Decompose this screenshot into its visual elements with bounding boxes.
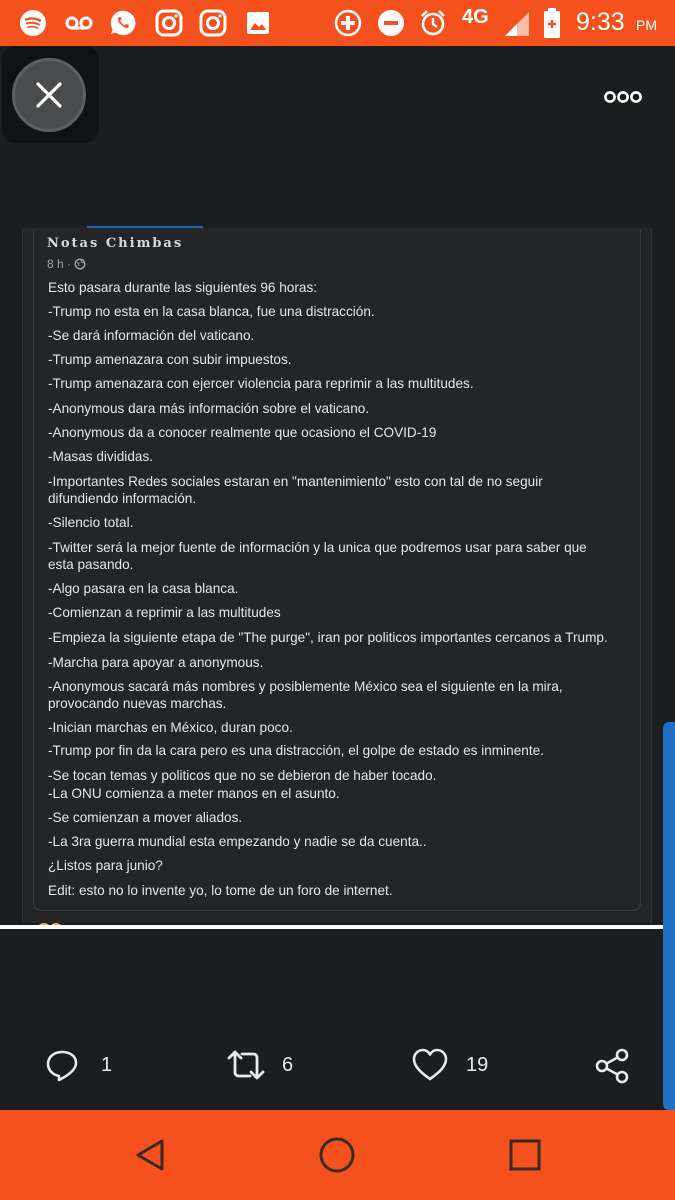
post-text-line: -Trump por fin da la cara pero es una distracción, el golpe de estado es inminente. (48, 743, 544, 758)
tweet-action-bar (0, 1030, 675, 1105)
post-text-line: -Se comienzan a mover aliados. (48, 810, 243, 825)
close-icon (35, 81, 63, 109)
post-text-line: provocando nuevas marchas. (48, 696, 227, 711)
alarm-icon (418, 8, 448, 38)
post-text-line: difundiendo información. (48, 491, 197, 506)
clock-ampm: PM (636, 17, 657, 33)
retweet-count: 6 (282, 1053, 294, 1076)
divider-line (0, 925, 675, 929)
like-button[interactable] (412, 1048, 488, 1082)
like-count: 19 (466, 1053, 489, 1076)
page-name: Notas Chimbas (47, 236, 184, 251)
recents-button[interactable] (505, 1135, 545, 1175)
heart-icon (412, 1048, 448, 1082)
image-icon (243, 8, 273, 38)
post-text-line: -Algo pasara en la casa blanca. (48, 581, 239, 596)
recents-icon (508, 1138, 542, 1172)
network-type: 4G (462, 6, 489, 28)
post-text-line: -Anonymous dara más información sobre el vaticano. (48, 401, 370, 416)
back-icon (132, 1137, 168, 1173)
reply-count: 1 (101, 1053, 113, 1076)
post-text-line: -Importantes Redes sociales estaran en "mantenimiento" esto con tal de no seguir (48, 474, 543, 489)
share-button[interactable] (594, 1048, 630, 1084)
close-button[interactable] (12, 58, 86, 132)
post-text-line: -Masas divididas. (48, 449, 154, 464)
reply-button[interactable] (45, 1048, 112, 1082)
post-text-line: -Inician marchas en México, duran poco. (48, 720, 293, 735)
post-text-line: -Marcha para apoyar a anonymous. (48, 655, 264, 670)
post-text-line: -Anonymous da a conocer realmente que ocasiono el COVID-19 (48, 425, 437, 440)
navigation-bar (0, 1110, 675, 1200)
whatsapp-icon (108, 8, 138, 38)
post-text-line: Edit: esto no lo invente yo, lo tome de un foro de internet. (48, 883, 393, 898)
post-text-line: -Se tocan temas y politicos que no se debieron de haber tocado. (48, 768, 437, 783)
post-text-line: -Comienzan a reprimir a las multitudes (48, 605, 281, 620)
retweet-icon (226, 1048, 266, 1082)
post-timestamp (47, 257, 86, 271)
post-text-line: -Anonymous sacará más nombres y posiblemente México sea el siguiente en la mira, (48, 679, 563, 694)
post-text-line: Esto pasara durante las siguientes 96 horas: (48, 280, 318, 295)
post-text-line: -Trump no esta en la casa blanca, fue una distracción. (48, 304, 375, 319)
remove-circle-icon (376, 8, 406, 38)
post-text-line: -Se dará información del vaticano. (48, 328, 255, 343)
back-button[interactable] (130, 1135, 170, 1175)
add-circle-icon (333, 8, 363, 38)
instagram-icon (198, 8, 228, 38)
more-options-button[interactable] (600, 84, 646, 110)
post-text-line: -Trump amenazara con ejercer violencia para reprimir a las multitudes. (48, 376, 474, 391)
post-text-line: -La ONU comienza a meter manos en el asunto. (48, 786, 340, 801)
post-time-text: 8 h · (47, 257, 72, 271)
share-icon (594, 1048, 630, 1084)
signal-icon (502, 8, 532, 38)
home-button[interactable] (317, 1135, 357, 1175)
post-text-line: esta pasando. (48, 557, 134, 572)
home-icon (318, 1136, 356, 1174)
voicemail-icon (64, 8, 94, 38)
spotify-icon (18, 8, 48, 38)
post-text-line: ¿Listos para junio? (48, 858, 163, 873)
reply-icon (45, 1048, 79, 1082)
viewer-top-bar (0, 46, 675, 228)
post-text-line: -La 3ra guerra mundial esta empezando y nadie se da cuenta.. (48, 834, 427, 849)
post-text-line: -Twitter será la mejor fuente de información y la unica que podremos usar para saber que (48, 540, 587, 555)
status-bar (0, 0, 675, 46)
post-text-line: -Silencio total. (48, 515, 134, 530)
post-text-line: -Empieza la siguiente etapa de "The purge", iran por politicos importantes cercanos a Trump. (48, 630, 608, 645)
more-icon (603, 90, 643, 104)
battery-icon (540, 8, 564, 38)
instagram-icon (154, 8, 184, 38)
globe-icon (74, 258, 86, 270)
post-text-line: -Trump amenazara con subir impuestos. (48, 352, 292, 367)
retweet-button[interactable] (226, 1048, 293, 1082)
clock-time: 9:33 (576, 8, 625, 36)
